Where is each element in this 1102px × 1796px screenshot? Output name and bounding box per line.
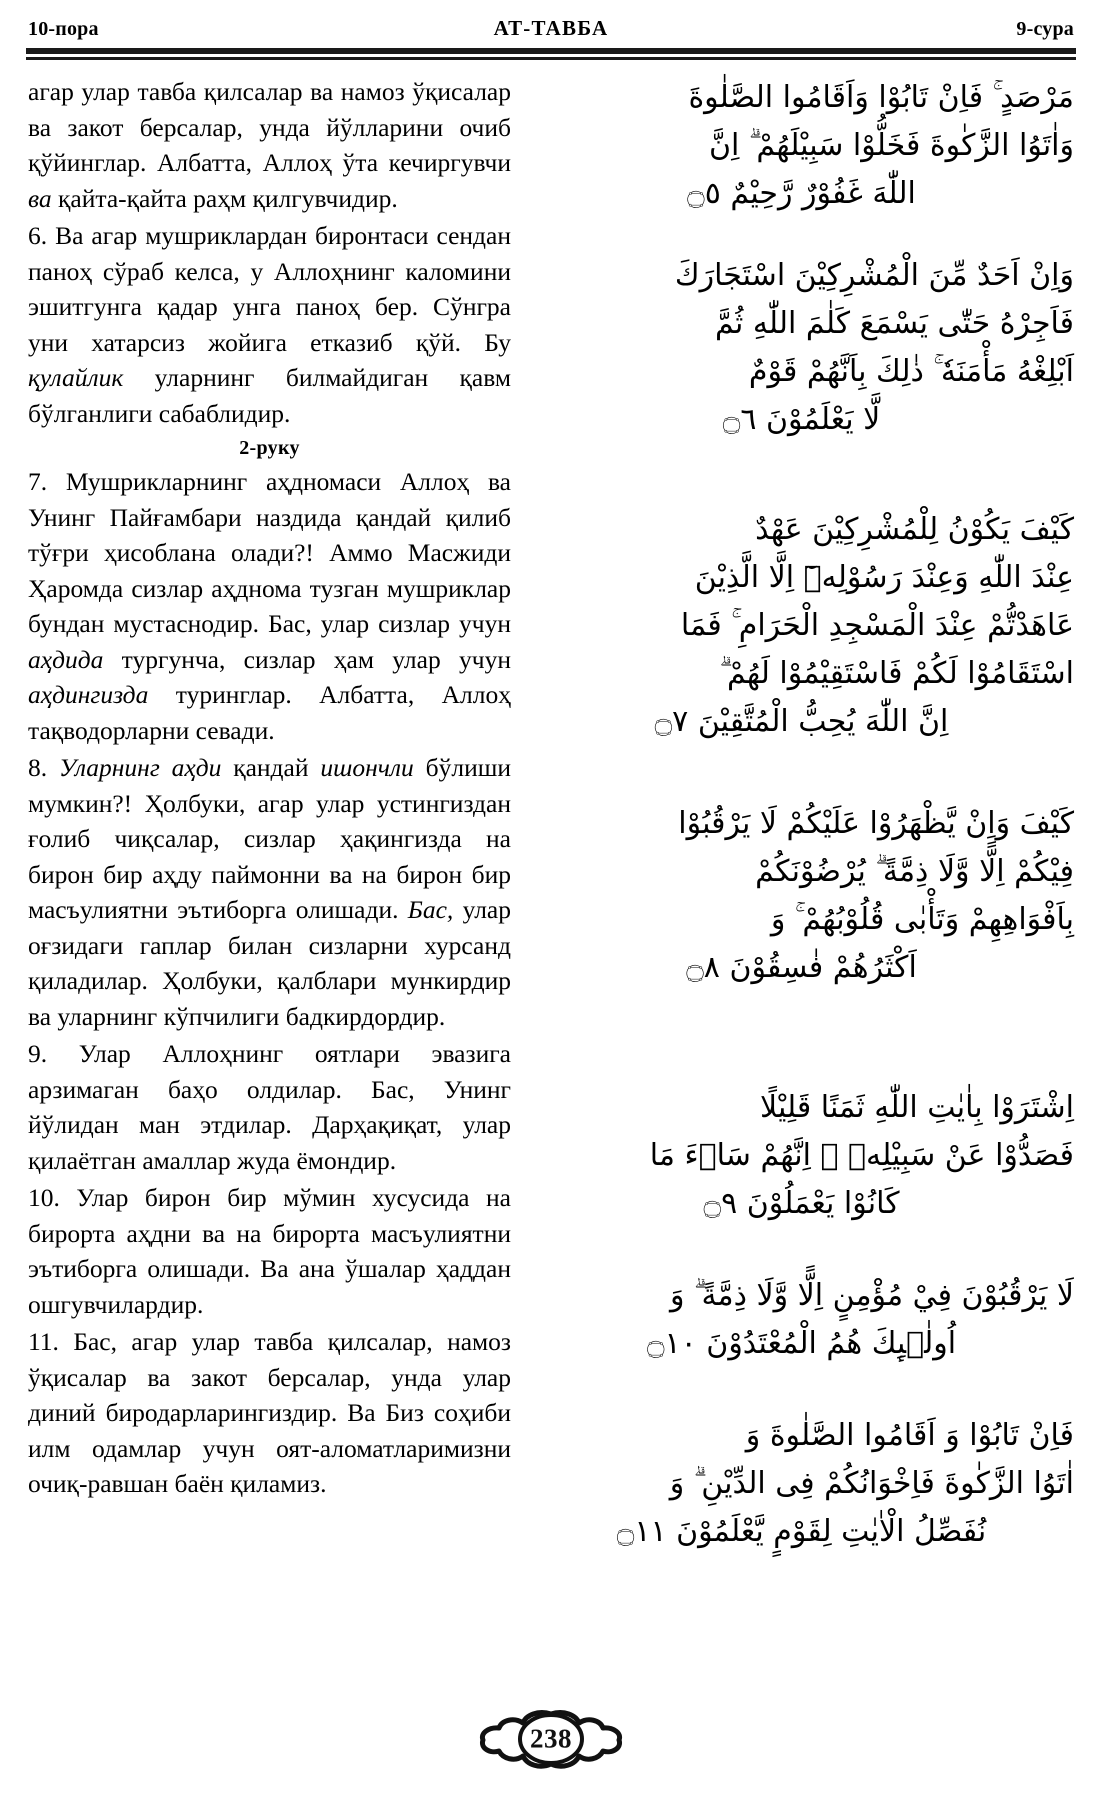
emphasis-run: Уларнинг аҳди [58, 753, 222, 782]
ayah-line: مَرْصَدٍ ۚ فَاِنْ تَابُوْا وَاَقَامُوا الصَّلٰوةَ [688, 80, 1074, 115]
emphasis-run: ва [28, 183, 52, 213]
text-run: улар оғзидаги гаплар билан сизларни хурсанд қиладилар. Ҳолбуки, қалблари мункирдир ва уларнинг кўпчилиги бадкирдордир. [28, 895, 511, 1031]
ayah-line: كَيْفَ وَاِنْ يَّظْهَرُوْا عَلَيْكُمْ لَا يَرْقُبُوْا [678, 806, 1074, 841]
ayah-block-9 [529, 1084, 1074, 1228]
ayah-line: لَا يَرْقُبُوْنَ فِيْ مُؤْمِنٍ اِلًّا وَّلَا ذِمَّةً ۗ وَ [669, 1278, 1074, 1313]
text-run: тургунча, сизлар ҳам улар учун [103, 644, 511, 674]
paragraph-verse-9 [28, 1036, 511, 1178]
ayah-line: لَّا يَعْلَمُوْنَ ۝٦ [722, 402, 881, 437]
ayah-line: وَاِنْ اَحَدٌ مِّنَ الْمُشْرِكِيْنَ اسْتَجَارَكَ [674, 258, 1074, 293]
text-run: агар улар тавба қилсалар ва намоз ўқисалар ва закот берсалар, унда йўлларини очиб қўйинглар. Албатта, Аллоҳ ўта кечиргувчи [28, 77, 511, 177]
text-run: туринглар. Албатта, Аллоҳ тақводорларни севади. [28, 680, 511, 745]
ayah-line: كَانُوْا يَعْمَلُوْنَ ۝٩ [703, 1186, 900, 1221]
ayah-line: اِشْتَرَوْا بِاٰيٰتِ اللّٰهِ ثَمَنًا قَلِيْلًا [760, 1090, 1074, 1125]
ayah-line: اُولٰۤىِٕكَ هُمُ الْمُعْتَدُوْنَ ۝١٠ [646, 1326, 957, 1361]
text-run: қайта-қайта раҳм қилгувчидир. [51, 183, 398, 213]
ayah-line: اسْتَقَامُوْا لَكُمْ فَاسْتَقِيْمُوْا لَهُمْ ۗ [719, 656, 1074, 691]
ayah-line: اِنَّ اللّٰهَ يُحِبُّ الْمُتَّقِيْنَ ۝٧ [654, 704, 949, 739]
paragraph-verse-7 [28, 464, 511, 748]
ruku-heading: 2-руку [239, 437, 300, 459]
emphasis-run: аҳдингизда [28, 680, 149, 709]
paragraph-verse-6 [28, 218, 511, 431]
emphasis-run: Бас, [407, 895, 454, 924]
ayah-line: فِيْكُمْ اِلًّا وَّلَا ذِمَّةً ۗ يُرْضُوْنَكُمْ [755, 854, 1074, 889]
text-run: бўлиши мумкин?! Ҳолбуки, агар улар устингиздан ғолиб чиқсалар, сизлар ҳақингизда на бирон бир аҳду паймонни ва на бирон бир масъулиятни эътиборга олишади. [28, 753, 511, 924]
header-rule-thick [26, 48, 1076, 54]
text-run: 10. Улар бирон бир мўмин хусусида на бирорта аҳдни ва на бирорта масъулиятни эътиборга олишади. Ва ана ўшалар ҳаддан ошгувчилардир. [28, 1183, 511, 1319]
text-run: 11. Бас, агар улар тавба қилсалар, намоз ўқисалар ва закот берсалар, унда улар диний биродарларингиздир. Ва Биз соҳиби илм одамлар учун оят-аломатларимизни очиқ-равшан баён қиламиз. [28, 1327, 511, 1498]
header-surah-label: 9-сура [1016, 18, 1074, 40]
ayah-line: وَاٰتَوُا الزَّكٰوةَ فَخَلُّوْا سَبِيْلَهُمْ ۗ اِنَّ [709, 128, 1074, 163]
ayah-line: اَكْثَرُهُمْ فٰسِقُوْنَ ۝٨ [686, 950, 917, 985]
ayah-line: اٰتَوُا الزَّكٰوةَ فَاِخْوَانُكُمْ فِى الدِّيْنِ ۗ وَ [669, 1466, 1074, 1501]
ayah-line: بِاَفْوَاهِهِمْ وَتَأْبٰى قُلُوْبُهُمْ ۚ وَ [770, 902, 1074, 937]
text-run: 7. Мушрикларнинг аҳдномаси Аллоҳ ва Унинг Пайғамбари наздида қандай қилиб тўғри ҳисоблана олади?! Аммо Масжиди Ҳаромда сизлар аҳднома тузган мушриклар бундан мустаснодир. Бас, улар сизлар учун [28, 467, 511, 638]
page-body [24, 74, 1078, 1556]
header-rule-thin [26, 57, 1076, 60]
header-surah-title: АТ-ТАВБА [493, 16, 609, 40]
page-number: 238 [530, 1723, 572, 1754]
ayah-line: نُفَصِّلُ الْاٰيٰتِ لِقَوْمٍ يَّعْلَمُوْنَ ۝١١ [616, 1514, 987, 1549]
ayah-block-5 [529, 74, 1074, 218]
paragraph-verse-8 [28, 750, 511, 1034]
emphasis-run: аҳдида [28, 644, 104, 674]
paragraph-verse-10 [28, 1180, 511, 1322]
uzbek-translation-column [24, 74, 511, 1504]
ayah-line: عِنْدَ اللّٰهِ وَعِنْدَ رَسُوْلِهٖٓ اِلَّا الَّذِيْنَ [694, 560, 1074, 595]
running-header [24, 16, 1078, 45]
ayah-line: فَاَجِرْهُ حَتّٰى يَسْمَعَ كَلٰمَ اللّٰهِ ثُمَّ [715, 306, 1074, 341]
emphasis-run: қулайлик [28, 363, 124, 392]
paragraph-verse-5-continuation [28, 74, 511, 216]
ayah-block-6 [529, 252, 1074, 444]
ayah-block-10 [529, 1272, 1074, 1368]
header-juz-label: 10-пора [28, 18, 99, 40]
ayah-line: اللّٰهَ غَفُوْرٌ رَّحِيْمٌ ۝٥ [687, 176, 916, 211]
ayah-line: اَبْلِغْهُ مَأْمَنَهٗ ۚ ذٰلِكَ بِاَنَّهُمْ قَوْمٌ [748, 354, 1074, 389]
text-run: 6. Ва агар мушриклардан биронтаси сендан паноҳ сўраб келса, у Аллоҳнинг каломини эшитгунга қадар унга паноҳ бер. Сўнгра уни хатарсиз жойига етказиб қўй. Бу [28, 221, 511, 357]
folio [0, 1708, 1102, 1770]
arabic-quran-column [511, 74, 1078, 1556]
ayah-line: فَصَدُّوْا عَنْ سَبِيْلِهٖ ۗ اِنَّهُمْ سَاۤءَ مَا [649, 1138, 1074, 1173]
text-run: 9. Улар Аллоҳнинг оятлари эвазига арзимаган баҳо олдилар. Бас, Унинг йўлидан ман этдилар. Дарҳақиқат, улар қилаётган амаллар жуда ёмондир. [28, 1039, 511, 1175]
ayah-line: عَاهَدْتُّمْ عِنْدَ الْمَسْجِدِ الْحَرَامِ ۚ فَمَا [680, 608, 1074, 643]
paragraph-verse-11 [28, 1324, 511, 1502]
folio-ornament [476, 1708, 626, 1770]
emphasis-run: ишончли [320, 753, 414, 782]
text-run: 8. [28, 753, 59, 782]
text-run: қандай [221, 753, 321, 782]
ayah-block-11 [529, 1412, 1074, 1556]
text-run: уларнинг билмайдиган қавм бўлганлиги сабаблидир. [28, 363, 511, 428]
ayah-block-7 [529, 506, 1074, 746]
ayah-block-8 [529, 800, 1074, 992]
ayah-line: فَاِنْ تَابُوْا وَ اَقَامُوا الصَّلٰوةَ وَ [745, 1418, 1074, 1453]
ayah-line: كَيْفَ يَكُوْنُ لِلْمُشْرِكِيْنَ عَهْدٌ [755, 512, 1074, 547]
